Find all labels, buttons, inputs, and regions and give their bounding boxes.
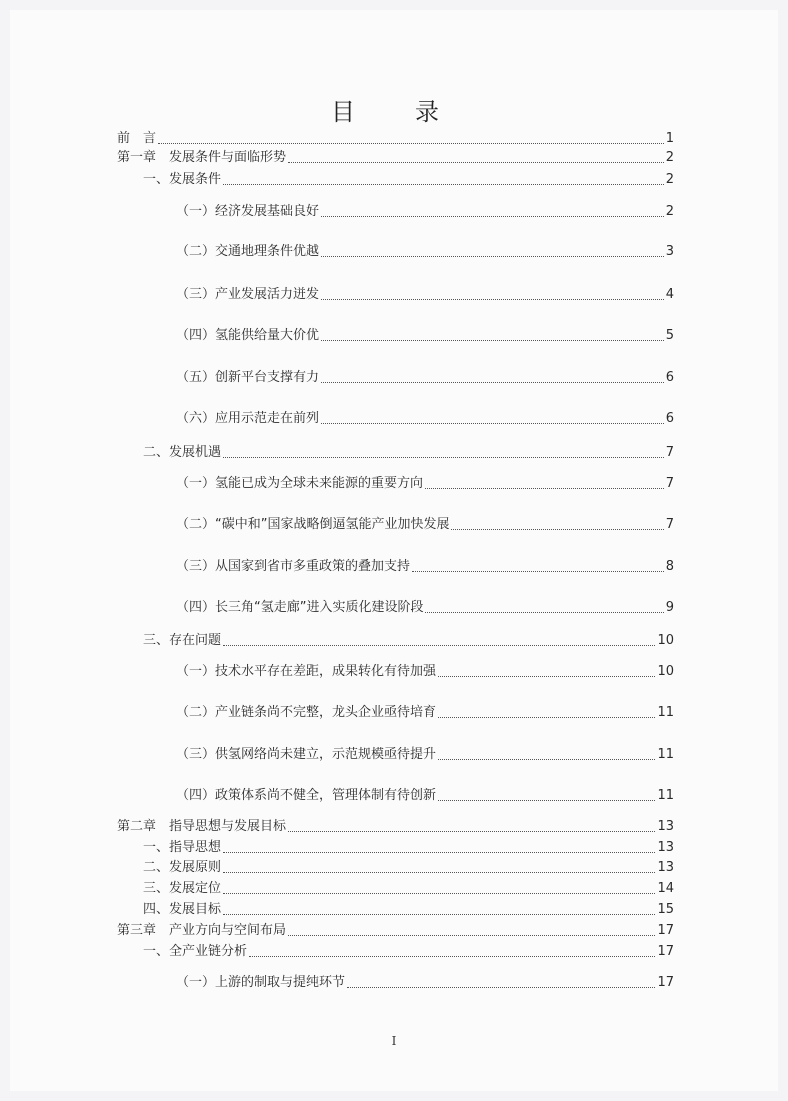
toc-entry-label: （二）“碳中和”国家战略倒逼氢能产业加快发展 bbox=[176, 517, 450, 532]
toc-entry-page: 14 bbox=[657, 881, 674, 896]
dot-leader bbox=[223, 852, 655, 853]
toc-entry[interactable] bbox=[143, 943, 674, 961]
toc-entry-page: 2 bbox=[665, 150, 674, 165]
toc-entry-page: 6 bbox=[665, 411, 674, 426]
toc-entry-page: 7 bbox=[665, 476, 674, 491]
toc-entry[interactable] bbox=[176, 327, 674, 345]
dot-leader bbox=[451, 529, 663, 530]
toc-title: 目 录 bbox=[331, 98, 457, 126]
toc-entry[interactable] bbox=[143, 444, 674, 462]
dot-leader bbox=[223, 893, 655, 894]
toc-entry[interactable] bbox=[176, 787, 674, 805]
toc-entry-page: 8 bbox=[665, 559, 674, 574]
dot-leader bbox=[288, 935, 655, 936]
dot-leader bbox=[223, 914, 655, 915]
toc-entry[interactable] bbox=[176, 599, 674, 617]
toc-entry-label: （六）应用示范走在前列 bbox=[176, 411, 320, 426]
toc-entry-page: 17 bbox=[657, 944, 674, 959]
toc-entry[interactable] bbox=[176, 516, 674, 534]
toc-entry[interactable] bbox=[143, 632, 674, 650]
toc-entry-label: （四）政策体系尚不健全，管理体制有待创新 bbox=[176, 788, 437, 803]
dot-leader bbox=[438, 676, 655, 677]
toc-entry[interactable] bbox=[117, 149, 674, 167]
toc-entry[interactable] bbox=[176, 243, 674, 261]
toc-entry-label: 一、全产业链分析 bbox=[143, 944, 248, 959]
toc-entry[interactable] bbox=[176, 286, 674, 304]
dot-leader bbox=[249, 956, 655, 957]
toc-entry-page: 17 bbox=[657, 923, 674, 938]
toc-entry[interactable] bbox=[176, 974, 674, 992]
dot-leader bbox=[288, 831, 655, 832]
toc-entry-label: （五）创新平台支撑有力 bbox=[176, 370, 320, 385]
dot-leader bbox=[347, 987, 655, 988]
toc-entry-label: （二）产业链条尚不完整，龙头企业亟待培育 bbox=[176, 705, 437, 720]
toc-entry[interactable] bbox=[176, 410, 674, 428]
toc-entry[interactable] bbox=[117, 818, 674, 836]
toc-entry-label: （一）氢能已成为全球未来能源的重要方向 bbox=[176, 476, 424, 491]
dot-leader bbox=[288, 162, 664, 163]
toc-entry-page: 7 bbox=[665, 517, 674, 532]
toc-entry-label: 一、发展条件 bbox=[143, 172, 222, 187]
toc-entry-page: 11 bbox=[657, 747, 674, 762]
toc-entry-label: 前 言 bbox=[117, 131, 157, 146]
toc-entry[interactable] bbox=[143, 171, 674, 189]
toc-entry-page: 9 bbox=[665, 600, 674, 615]
dot-leader bbox=[321, 216, 664, 217]
toc-entry-page: 13 bbox=[657, 860, 674, 875]
dot-leader bbox=[438, 717, 655, 718]
toc-entry-label: 二、发展原则 bbox=[143, 860, 222, 875]
dot-leader bbox=[223, 457, 664, 458]
toc-entry[interactable] bbox=[143, 901, 674, 919]
toc-entry-label: （一）技术水平存在差距，成果转化有待加强 bbox=[176, 664, 437, 679]
toc-entry-label: 一、指导思想 bbox=[143, 840, 222, 855]
page-number: I bbox=[391, 1034, 397, 1048]
toc-entry-page: 13 bbox=[657, 840, 674, 855]
toc-entry-label: 三、发展定位 bbox=[143, 881, 222, 896]
toc-entry-page: 2 bbox=[665, 204, 674, 219]
toc-entry-page: 15 bbox=[657, 902, 674, 917]
toc-entry[interactable] bbox=[143, 839, 674, 857]
dot-leader bbox=[223, 872, 655, 873]
toc-entry-label: （四）长三角“氢走廊”进入实质化建设阶段 bbox=[176, 600, 424, 615]
toc-entry-label: （一）上游的制取与提纯环节 bbox=[176, 975, 346, 990]
toc-entry-page: 3 bbox=[665, 244, 674, 259]
toc-entry-page: 4 bbox=[665, 287, 674, 302]
toc-entry-label: 三、存在问题 bbox=[143, 633, 222, 648]
toc-entry-page: 10 bbox=[657, 633, 674, 648]
toc-entry-page: 7 bbox=[665, 445, 674, 460]
toc-entry-page: 1 bbox=[665, 131, 674, 146]
toc-entry-page: 2 bbox=[665, 172, 674, 187]
toc-entry[interactable] bbox=[143, 880, 674, 898]
toc-entry-label: （三）供氢网络尚未建立，示范规模亟待提升 bbox=[176, 747, 437, 762]
toc-entry-label: 第二章 指导思想与发展目标 bbox=[117, 819, 287, 834]
dot-leader bbox=[321, 256, 664, 257]
toc-entry-label: （四）氢能供给量大价优 bbox=[176, 328, 320, 343]
toc-entry[interactable] bbox=[176, 663, 674, 681]
dot-leader bbox=[438, 800, 655, 801]
toc-entry-page: 13 bbox=[657, 819, 674, 834]
toc-entry[interactable] bbox=[117, 922, 674, 940]
dot-leader bbox=[321, 382, 664, 383]
dot-leader bbox=[223, 645, 655, 646]
dot-leader bbox=[425, 488, 664, 489]
toc-entry[interactable] bbox=[176, 475, 674, 493]
toc-entry-label: 二、发展机遇 bbox=[143, 445, 222, 460]
toc-entry[interactable] bbox=[176, 369, 674, 387]
toc-entry[interactable] bbox=[176, 746, 674, 764]
toc-entry[interactable] bbox=[117, 130, 674, 148]
toc-entry-label: 四、发展目标 bbox=[143, 902, 222, 917]
toc-entry-label: （三）产业发展活力迸发 bbox=[176, 287, 320, 302]
dot-leader bbox=[438, 759, 655, 760]
toc-entry[interactable] bbox=[176, 558, 674, 576]
toc-entry-page: 11 bbox=[657, 705, 674, 720]
toc-entry[interactable] bbox=[176, 704, 674, 722]
toc-entry-label: 第三章 产业方向与空间布局 bbox=[117, 923, 287, 938]
toc-entry-label: （三）从国家到省市多重政策的叠加支持 bbox=[176, 559, 411, 574]
toc-entry-label: （一）经济发展基础良好 bbox=[176, 204, 320, 219]
dot-leader bbox=[223, 184, 664, 185]
dot-leader bbox=[321, 299, 664, 300]
toc-entry-page: 5 bbox=[665, 328, 674, 343]
toc-entry-page: 11 bbox=[657, 788, 674, 803]
dot-leader bbox=[321, 340, 664, 341]
dot-leader bbox=[412, 571, 664, 572]
toc-entry[interactable] bbox=[143, 859, 674, 877]
dot-leader bbox=[425, 612, 663, 613]
toc-entry-page: 6 bbox=[665, 370, 674, 385]
toc-entry-label: 第一章 发展条件与面临形势 bbox=[117, 150, 287, 165]
toc-entry-page: 10 bbox=[657, 664, 674, 679]
dot-leader bbox=[321, 423, 664, 424]
toc-entry-label: （二）交通地理条件优越 bbox=[176, 244, 320, 259]
toc-entry[interactable] bbox=[176, 203, 674, 221]
toc-entry-page: 17 bbox=[657, 975, 674, 990]
dot-leader bbox=[158, 143, 664, 144]
